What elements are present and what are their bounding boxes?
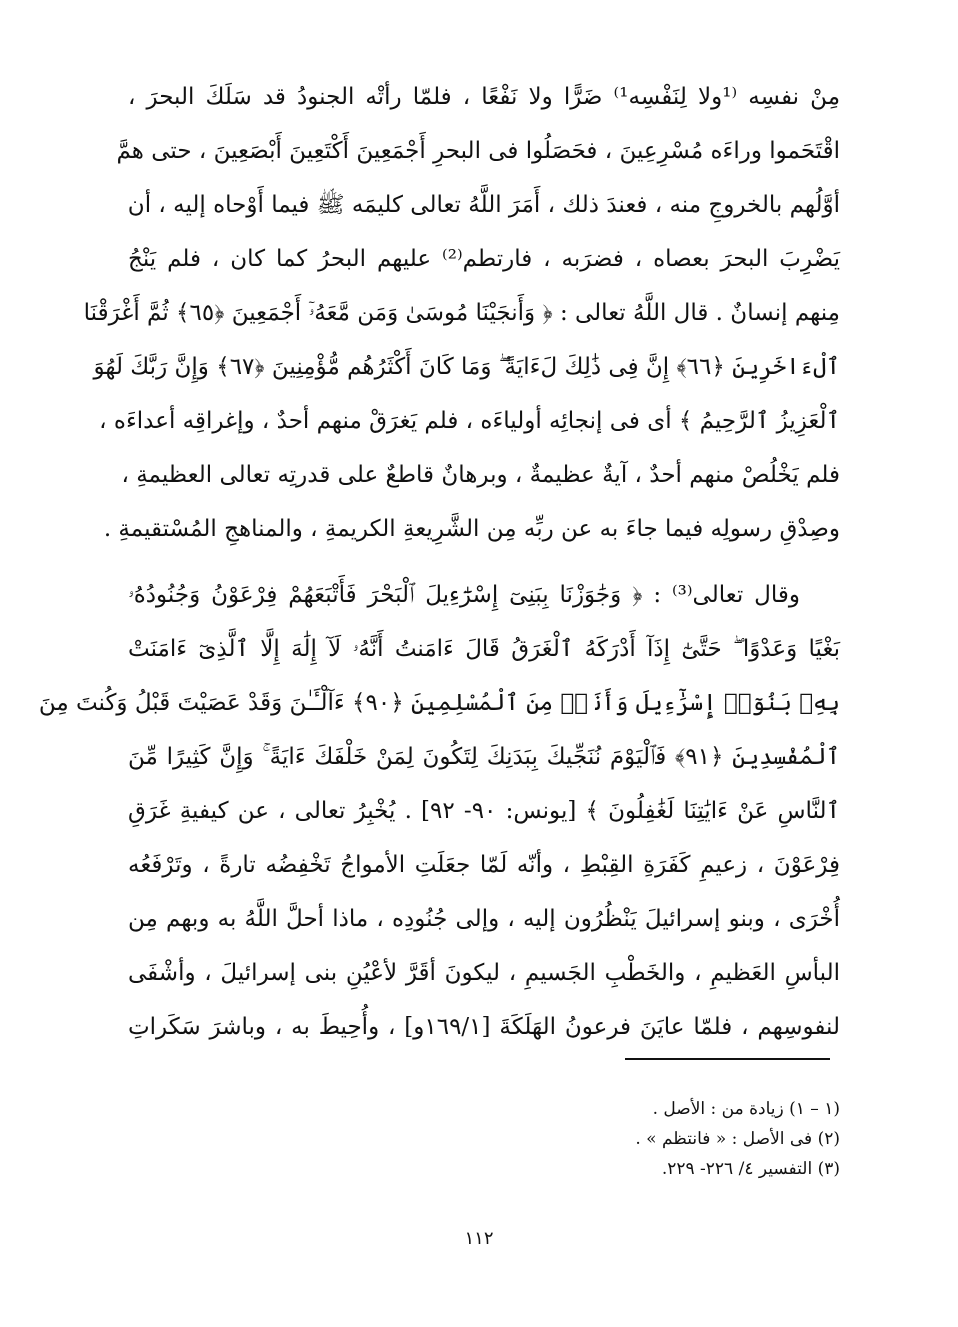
text-line: ٱلنَّاسِ عَنْ ءَايَٰتِنَا لَغَٰفِلُونَ ﴾ [يونس: ٩٠- ٩٢] . يُخْبِرُ تعالى ، عن كيفيةِ غَرَقِ — [128, 798, 840, 824]
footnotes — [300, 1094, 840, 1184]
text-line: فِرْعَوْنَ ، زعيمِ كَفَرَةِ القِبْطِ ، وأنّه لَمّا جعَلَتِ الأمواجُ تَخْفِضُه تارةً ، وتَرْفَعُه — [128, 852, 840, 878]
text-line: أوَّلُهم بالخروجِ منه ، فعندَ ذلك ، أَمَرَ اللَّهُ تعالى كليمَه ﷺ فيما أَوْحاه إليه ، أن — [127, 192, 840, 218]
text-line: البأسِ العَظيمِ ، والخَطْبِ الجَسيمِ ، ليكونَ أقَرَّ لأعْيُنِ بنى إسرائيلَ ، وأشْفَى — [128, 960, 840, 986]
footnote: (١ – ١) زيادة من : الأصل . — [652, 1099, 840, 1119]
text-line: وقال تعالى⁽³⁾ : ﴿ وَجَٰوَزْنَا بِبَنِىٓ إِسْرَٰٓءِيلَ ٱلْبَحْرَ فَأَتْبَعَهُمْ فِرْعَوْنُ وَجُنُودُهُۥ — [128, 582, 800, 608]
text-line: بَغْيًا وَعَدْوًا ۖ حَتَّىٰٓ إِذَآ أَدْرَكَهُ ٱلْغَرَقُ قَالَ ءَامَنتُ أَنَّهُۥ لَآ إِلَٰهَ إِلَّا ٱلَّذِىٓ ءَامَنَتْ — [128, 636, 840, 662]
footnote: (٣) التفسير ٤/ ٢٢٦- ٢٢٩. — [661, 1159, 840, 1179]
text-line: ٱلْمُفْسِدِينَ ﴿٩١﴾ فَٱلْيَوْمَ نُنَجِّيكَ بِبَدَنِكَ لِتَكُونَ لِمَنْ خَلْفَكَ ءَايَةً ۚ وَإِنَّ كَثِيرًا مِّنَ — [128, 744, 840, 770]
text-line: بِهِۦ بَنُوٓا۟ إِسْرَٰٓءِيلَ وَأَنَا۠ مِنَ ٱلْمُسْلِمِينَ ﴿٩٠﴾ ءَآلْـَٔـٰنَ وَقَدْ عَصَيْتَ قَبْلُ وَكُنتَ مِنَ — [38, 690, 840, 716]
paragraph-gap — [128, 556, 840, 568]
main-text — [38, 70, 841, 1054]
text-line: يَضْرِبَ البحرَ بعصاه ، فضرَبه ، فارتطم⁽²⁾ عليهم البحرُ كما كان ، فلم يَنْجُ — [128, 246, 840, 272]
text-line: ٱلْعَزِيزُ ٱلرَّحِيمُ ﴾ أى فى إنجائِه أولياءَه ، فلم يَغرَقْ منهم أحدٌ ، وإغراقِه أعداءَه ، — [99, 408, 840, 434]
page-number: ١١٢ — [464, 1228, 494, 1249]
text-line: أُخْرَى ، وبنو إسرائيلَ يَنْظُرُون إليه ، وإلى جُنُودِه ، ماذا أحلَّ اللَّهُ به وبهم مِن — [128, 906, 840, 932]
text-line: ٱلْءَاخَرِينَ ﴿٦٦﴾ إِنَّ فِى ذَٰلِكَ لَءَايَةً ۖ وَمَا كَانَ أَكْثَرُهُم مُّؤْمِنِينَ ﴿٦٧﴾ وَإِنَّ رَبَّكَ لَهُوَ — [93, 354, 840, 380]
text-line: لنفوسِهم ، فلمّا عايَنَ فرعونُ الهَلَكَةَ [١٦٩/١و] ، وأُحِيطَ به ، وباشرَ سَكَراتِ — [128, 1014, 841, 1040]
text-line: اقْتَحَموا وراءَه مُسْرِعِينَ ، فحَصَلُوا فى البحرِ أَجْمَعِينَ أَكْتَعِينَ أَبْصَعِينَ ، حتى همَّ — [116, 138, 840, 164]
text-line: مِنْ نفسِه ⁽¹ولا لِنَفْسِه¹⁾ ضَرًّا ولا نَفْعًا ، فلمّا رأتْه الجنودُ قد سَلَكَ البحرَ ، — [128, 84, 841, 110]
footnote: (٢) فى الأصل : « فانتظم » . — [635, 1129, 840, 1149]
text-line: مِنهم إنسانٌ . قال اللَّهُ تعالى : ﴿ وَأَنجَيْنَا مُوسَىٰ وَمَن مَّعَهُۥٓ أَجْمَعِينَ ﴿٦٥﴾ ثُمَّ أَغْرَقْنَا — [83, 300, 840, 326]
footnote-separator — [625, 1058, 830, 1060]
text-line: فلم يَخْلُصْ منهم أحدٌ ، آيةٌ عظيمةٌ ، وبرهانٌ قاطعٌ على قدرتِه تعالى العظيمةِ ، — [121, 462, 840, 488]
text-line: وصِدْقِ رسولِه فيما جاءَ به عن ربِّه مِن الشَّرِيعةِ الكريمةِ ، والمناهجِ المُسْتقيمةِ . — [103, 516, 840, 542]
